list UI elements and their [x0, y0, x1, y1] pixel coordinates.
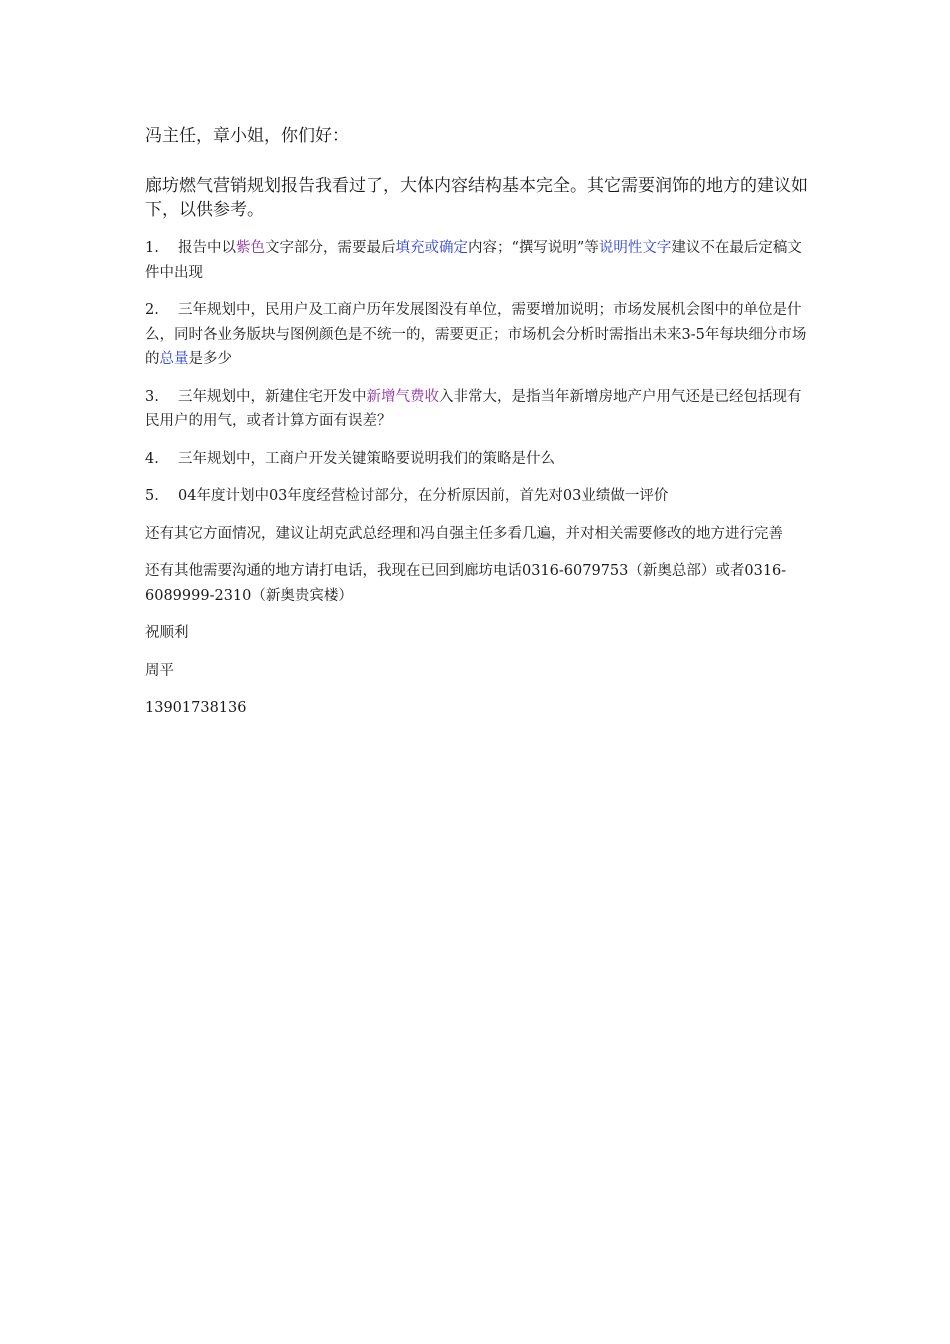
item-text: 三年规划中，工商户开发关键策略要说明我们的策略是什么: [178, 450, 555, 467]
purple-highlight: 紫色: [236, 240, 265, 256]
item-text: 文字部分，需要最后: [265, 240, 396, 256]
signature-name: 周平: [145, 662, 174, 679]
item-text: 三年规划中，民用户及工商户历年发展图没有单位，需要增加说明；市场发展机会图中的单位是什么，同时各业务版块与图例颜色是不统一的，需要更正；市场机会分析时需指出未来3-5年每块细分市场的: [145, 302, 807, 367]
item-number: 3.: [145, 388, 159, 405]
item-number: 5.: [145, 488, 159, 504]
signature-phone: 13901738136: [145, 700, 247, 716]
item-number: 2.: [145, 302, 159, 318]
letter-body: [145, 122, 810, 734]
item-text: 建议不在最后定稿文件中出现: [145, 240, 802, 281]
list-item-1: [145, 236, 810, 285]
list-item-2: [145, 298, 810, 372]
list-item-3: [145, 385, 810, 434]
item-text: 04年度计划中03年度经营检讨部分，在分析原因前，首先对03业绩做一评价: [178, 488, 669, 504]
purple-highlight: 新增气费收: [366, 388, 439, 405]
item-text: 内容；“撰写说明”等: [468, 240, 599, 256]
item-text: 入非常大，是指当年新增房地产户用气还是已经包括现有民用户的用气，或者计算方面有误差？: [145, 388, 802, 429]
item-text: 是多少: [188, 351, 232, 367]
note-paragraph-2: 还有其他需要沟通的地方请打电话，我现在已回到廊坊电话0316-6079753（新奥总部）或者0316-6089999-2310（新奥贵宾楼）: [145, 563, 787, 604]
blue-highlight: 说明性文字: [598, 240, 672, 256]
closing: 祝顺利: [145, 625, 189, 641]
greeting: 冯主任，章小姐，你们好：: [145, 126, 349, 146]
item-text: 三年规划中，新建住宅开发中: [178, 388, 367, 405]
item-text: 报告中以: [178, 240, 236, 256]
note-paragraph-1: 还有其它方面情况，建议让胡克武总经理和冯自强主任多看几遍，并对相关需要修改的地方进行完善: [145, 525, 783, 542]
intro-paragraph: 廊坊燃气营销规划报告我看过了，大体内容结构基本完全。其它需要润饰的地方的建议如下，以供参考。: [145, 176, 808, 220]
item-number: 1.: [145, 240, 159, 256]
item-number: 4.: [145, 450, 159, 467]
blue-highlight: 总量: [159, 351, 189, 367]
list-item-4: [145, 447, 810, 472]
list-item-5: [145, 484, 810, 509]
blue-highlight: 填充或确定: [395, 240, 468, 256]
